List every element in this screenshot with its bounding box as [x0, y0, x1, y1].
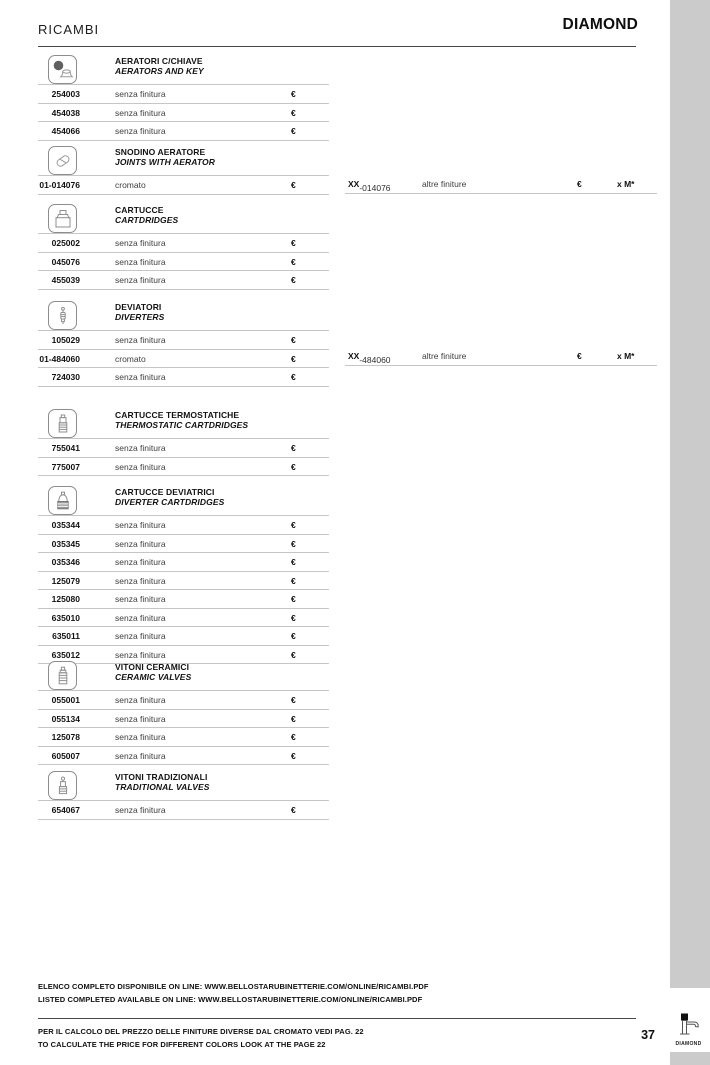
section-title-en: AERATORS AND KEY: [115, 66, 204, 76]
section-vitoni-tradizionali: [38, 772, 329, 820]
price-currency: €: [577, 351, 582, 361]
finish-label: senza finitura: [115, 461, 166, 472]
price-currency: €: [291, 520, 296, 530]
finish-label: senza finitura: [115, 107, 166, 118]
section-title-en: CERAMIC VALVES: [115, 672, 192, 682]
footer-online-it: ELENCO COMPLETO DISPONIBILE ON LINE: WWW.BELLOSTARUBINETTERIE.COM/ONLINE/RICAMBI.PDF: [38, 982, 429, 991]
price-currency: €: [291, 275, 296, 285]
sidebar-brand-tab: [667, 988, 710, 1052]
section-title-it: CARTUCCE: [115, 205, 164, 215]
price-table: [38, 330, 329, 387]
finish-label: senza finitura: [115, 732, 166, 742]
table-row: [38, 516, 329, 535]
product-code: 605007: [51, 750, 80, 761]
finish-label: senza finitura: [115, 649, 166, 660]
section-title-it: VITONI CERAMICI: [115, 662, 190, 672]
finish-label: altre finiture: [422, 351, 467, 361]
price-currency: €: [291, 732, 296, 742]
section-title-en: DIVERTER CARTDRIDGES: [115, 497, 225, 507]
price-currency: €: [291, 372, 296, 382]
product-code: [348, 179, 391, 193]
product-code: [348, 351, 391, 365]
section-cartucce-deviatrici: [38, 487, 329, 664]
section-title: [115, 205, 178, 225]
price-currency: €: [291, 695, 296, 705]
finish-label: senza finitura: [115, 372, 166, 382]
aerator-joint-icon: [48, 146, 77, 175]
table-row: [38, 271, 329, 290]
table-row: [38, 710, 329, 729]
brand-title: DIAMOND: [562, 16, 638, 33]
price-currency: €: [291, 238, 296, 248]
price-multiplier: x M*: [617, 351, 635, 361]
price-currency: €: [291, 649, 296, 660]
finish-label: senza finitura: [115, 557, 166, 567]
table-row: [38, 747, 329, 766]
price-multiplier: x M*: [617, 179, 635, 189]
finish-label: cromato: [115, 180, 146, 190]
price-currency: €: [291, 89, 296, 99]
table-row: [38, 331, 329, 350]
finish-label: cromato: [115, 353, 146, 364]
section-title-it: SNODINO AERATORE: [115, 147, 206, 157]
product-code: 254003: [51, 89, 80, 99]
product-code: 635012: [51, 649, 80, 660]
section-title: [115, 487, 224, 507]
section-title-it: AERATORI C/CHIAVE: [115, 56, 203, 66]
section-snodino-aeratore: [38, 147, 329, 195]
finish-label: senza finitura: [115, 805, 166, 815]
section-title-en: CARTDRIDGES: [115, 215, 179, 225]
page-number: 37: [641, 1028, 655, 1042]
finish-label: senza finitura: [115, 256, 166, 267]
product-code: 125079: [51, 575, 80, 586]
section-title-en: TRADITIONAL VALVES: [115, 782, 210, 792]
product-code: 01-014076: [39, 180, 80, 190]
section-title-it: VITONI TRADIZIONALI: [115, 772, 208, 782]
traditional-valve-icon: [48, 771, 77, 800]
section-aeratori-c-chiave: [38, 56, 329, 141]
product-code: 125078: [51, 732, 80, 742]
section-title: [115, 56, 204, 76]
footer-price-note-en: TO CALCULATE THE PRICE FOR DIFFERENT COLORS LOOK AT THE PAGE 22: [38, 1039, 326, 1049]
diverter-icon: [48, 301, 77, 330]
faucet-icon: [677, 1012, 701, 1038]
section-title: [115, 662, 191, 682]
aerator-key-icon: [48, 55, 77, 84]
sidebar-strip: [670, 0, 710, 1065]
finish-label: senza finitura: [115, 538, 166, 549]
price-table: [38, 800, 329, 820]
table-row: [38, 85, 329, 104]
product-code: 654067: [51, 805, 80, 815]
section-title: [115, 302, 164, 322]
price-currency: €: [291, 713, 296, 724]
finish-label: senza finitura: [115, 594, 166, 604]
table-row: [38, 801, 329, 820]
price-currency: €: [291, 805, 296, 815]
product-code: 035344: [51, 520, 80, 530]
footer-price-note-it: PER IL CALCOLO DEL PREZZO DELLE FINITURE DIVERSE DAL CROMATO VEDI PAG. 22: [38, 1027, 364, 1036]
table-row: [38, 627, 329, 646]
price-table: [38, 515, 329, 664]
table-row: [38, 368, 329, 387]
finish-label: senza finitura: [115, 126, 166, 136]
section-title-en: DIVERTERS: [115, 312, 165, 322]
table-row: [38, 609, 329, 628]
product-code: 035346: [51, 557, 80, 567]
section-title: [115, 147, 215, 167]
price-currency: €: [291, 461, 296, 472]
price-table: [38, 438, 329, 476]
section-vitoni-ceramici: [38, 662, 329, 765]
price-currency: €: [291, 557, 296, 567]
table-row: [38, 728, 329, 747]
finish-label: senza finitura: [115, 612, 166, 623]
product-code: 045076: [51, 256, 80, 267]
table-row: [38, 253, 329, 272]
table-row: [38, 122, 329, 141]
price-table: [38, 175, 329, 195]
finish-label: senza finitura: [115, 695, 166, 705]
table-row: [38, 104, 329, 123]
finish-label: senza finitura: [115, 335, 166, 345]
footer-online-en: LISTED COMPLETED AVAILABLE ON LINE: WWW.BELLOSTARUBINETTERIE.COM/ONLINE/RICAMBI.PDF: [38, 994, 423, 1004]
product-code: 035345: [51, 538, 80, 549]
page-title: RICAMBI: [38, 22, 100, 37]
product-code: 724030: [51, 372, 80, 382]
product-code: 454066: [51, 126, 80, 136]
header-rule: [38, 46, 636, 47]
price-currency: €: [577, 179, 582, 189]
table-row: [38, 458, 329, 477]
price-currency: €: [291, 126, 296, 136]
finish-label: senza finitura: [115, 443, 166, 453]
price-currency: €: [291, 594, 296, 604]
price-table: [38, 233, 329, 290]
product-code: 775007: [51, 461, 80, 472]
price-currency: €: [291, 750, 296, 761]
table-row: [38, 350, 329, 369]
sidebar-tab-label: DIAMOND: [675, 1041, 702, 1047]
ceramic-valve-icon: [48, 661, 77, 690]
price-currency: €: [291, 256, 296, 267]
alt-finish-row: [345, 347, 657, 366]
footer-online-note: [38, 981, 429, 1006]
finish-label: senza finitura: [115, 575, 166, 586]
section-title-it: CARTUCCE TERMOSTATICHE: [115, 410, 240, 420]
section-title-en: THERMOSTATIC CARTDRIDGES: [115, 420, 249, 430]
table-row: [38, 535, 329, 554]
finish-label: senza finitura: [115, 275, 166, 285]
finish-label: senza finitura: [115, 750, 166, 761]
table-row: [38, 439, 329, 458]
section-title-en: JOINTS WITH AERATOR: [115, 157, 215, 167]
product-code: 055134: [51, 713, 80, 724]
section-title-it: DEVIATORI: [115, 302, 162, 312]
product-code: 01-484060: [39, 353, 80, 364]
section-title: [115, 410, 248, 430]
price-table: [38, 690, 329, 765]
finish-label: senza finitura: [115, 238, 166, 248]
section-title-it: CARTUCCE DEVIATRICI: [115, 487, 215, 497]
alt-finish-row: [345, 175, 657, 194]
price-currency: €: [291, 612, 296, 623]
code-prefix: XX: [348, 351, 360, 361]
section-deviatori: [38, 302, 329, 387]
price-currency: €: [291, 107, 296, 118]
table-row: [38, 176, 329, 195]
product-code: 635010: [51, 612, 80, 623]
table-row: [38, 234, 329, 253]
footer-rule: [38, 1018, 636, 1019]
section-cartucce-termostatiche: [38, 410, 329, 476]
price-table: [38, 84, 329, 141]
code-prefix: XX: [348, 179, 360, 189]
table-row: [38, 553, 329, 572]
price-currency: €: [291, 443, 296, 453]
code-suffix: -484060: [359, 355, 391, 365]
price-currency: €: [291, 180, 296, 190]
footer-price-note: [38, 1026, 364, 1051]
product-code: 454038: [51, 107, 80, 118]
price-currency: €: [291, 335, 296, 345]
thermostatic-cartridge-icon: [48, 409, 77, 438]
finish-label: senza finitura: [115, 520, 166, 530]
section-title: [115, 772, 210, 792]
product-code: 055001: [51, 695, 80, 705]
product-code: 125080: [51, 594, 80, 604]
price-currency: €: [291, 538, 296, 549]
finish-label: senza finitura: [115, 631, 166, 641]
product-code: 635011: [52, 631, 80, 641]
cartridge-icon: [48, 204, 77, 233]
product-code: 755041: [51, 443, 80, 453]
product-code: 455039: [51, 275, 80, 285]
section-cartucce: [38, 205, 329, 290]
price-currency: €: [291, 631, 296, 641]
diverter-cartridge-icon: [48, 486, 77, 515]
price-currency: €: [291, 353, 296, 364]
table-row: [38, 572, 329, 591]
product-code: 105029: [51, 335, 80, 345]
price-currency: €: [291, 575, 296, 586]
finish-label: altre finiture: [422, 179, 467, 189]
table-row: [38, 691, 329, 710]
finish-label: senza finitura: [115, 713, 166, 724]
table-row: [38, 590, 329, 609]
code-suffix: -014076: [359, 183, 391, 193]
product-code: 025002: [51, 238, 80, 248]
finish-label: senza finitura: [115, 89, 166, 99]
